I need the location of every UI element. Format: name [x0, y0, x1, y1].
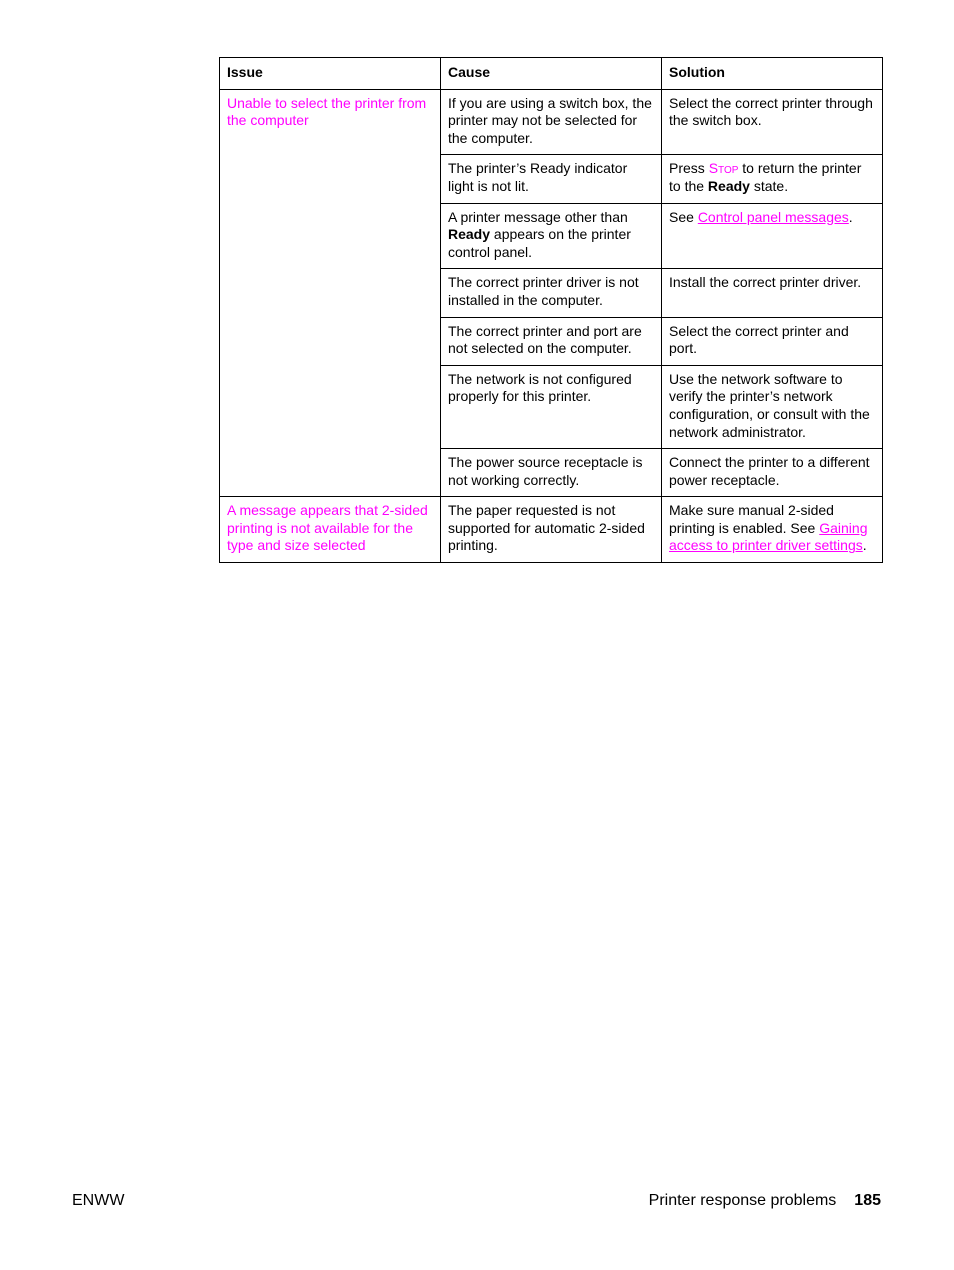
solution-text: Press [669, 160, 709, 177]
issue-link[interactable]: Unable to select the printer from the computer [227, 94, 427, 129]
solution-text: . [862, 537, 867, 554]
cause-cell: The correct printer driver is not installed in the computer. [441, 269, 662, 317]
cause-cell: The power source receptacle is not working correctly. [441, 449, 662, 497]
cause-text: appears on the printer control panel. [448, 226, 631, 260]
solution-cell [662, 497, 883, 563]
cause-text: A printer message other than [448, 208, 628, 225]
control-panel-messages-link[interactable]: Control panel messages [697, 208, 849, 225]
ready-state: Ready [707, 177, 750, 194]
stop-key: Stop [708, 160, 739, 177]
cause-cell: If you are using a switch box, the printer may not be selected for the computer. [441, 89, 662, 155]
issue-cell [220, 89, 441, 497]
issue-link[interactable]: A message appears that 2-sided printing is not available for the type and size selected [227, 502, 428, 554]
solution-cell: Install the correct printer driver. [662, 269, 883, 317]
driver-settings-link[interactable]: Gaining access to printer driver settings [669, 519, 868, 554]
footer-doc-id: ENWW [72, 1192, 125, 1209]
header-issue: Issue [220, 58, 441, 90]
solution-cell: Select the correct printer and port. [662, 317, 883, 365]
table-header-row [220, 58, 883, 90]
footer-right [649, 1192, 881, 1210]
solution-text: See [669, 208, 698, 225]
solution-text: to return the printer to the [669, 160, 862, 194]
solution-cell: Connect the printer to a different power receptacle. [662, 449, 883, 497]
cause-cell: The network is not configured properly for this printer. [441, 365, 662, 448]
solution-text: state. [749, 177, 789, 194]
table-row [220, 497, 883, 563]
cause-cell [441, 203, 662, 269]
solution-text: Make sure manual 2-sided printing is enabled. See [669, 502, 834, 536]
cause-cell: The correct printer and port are not selected on the computer. [441, 317, 662, 365]
solution-cell: Select the correct printer through the switch box. [662, 89, 883, 155]
table-row [220, 89, 883, 155]
ready-message: Ready [448, 226, 491, 243]
solution-cell: Use the network software to verify the printer’s network configuration, or consult with the network administrator. [662, 365, 883, 448]
issues-table [219, 57, 883, 563]
header-cause: Cause [441, 58, 662, 90]
solution-cell [662, 155, 883, 203]
issue-cell [220, 497, 441, 563]
solution-text: . [848, 208, 853, 225]
page-number: 185 [854, 1192, 881, 1209]
header-solution: Solution [662, 58, 883, 90]
solution-cell [662, 203, 883, 269]
cause-cell: The paper requested is not supported for automatic 2-sided printing. [441, 497, 662, 563]
footer-section-title: Printer response problems [648, 1192, 837, 1209]
cause-cell: The printer’s Ready indicator light is not lit. [441, 155, 662, 203]
